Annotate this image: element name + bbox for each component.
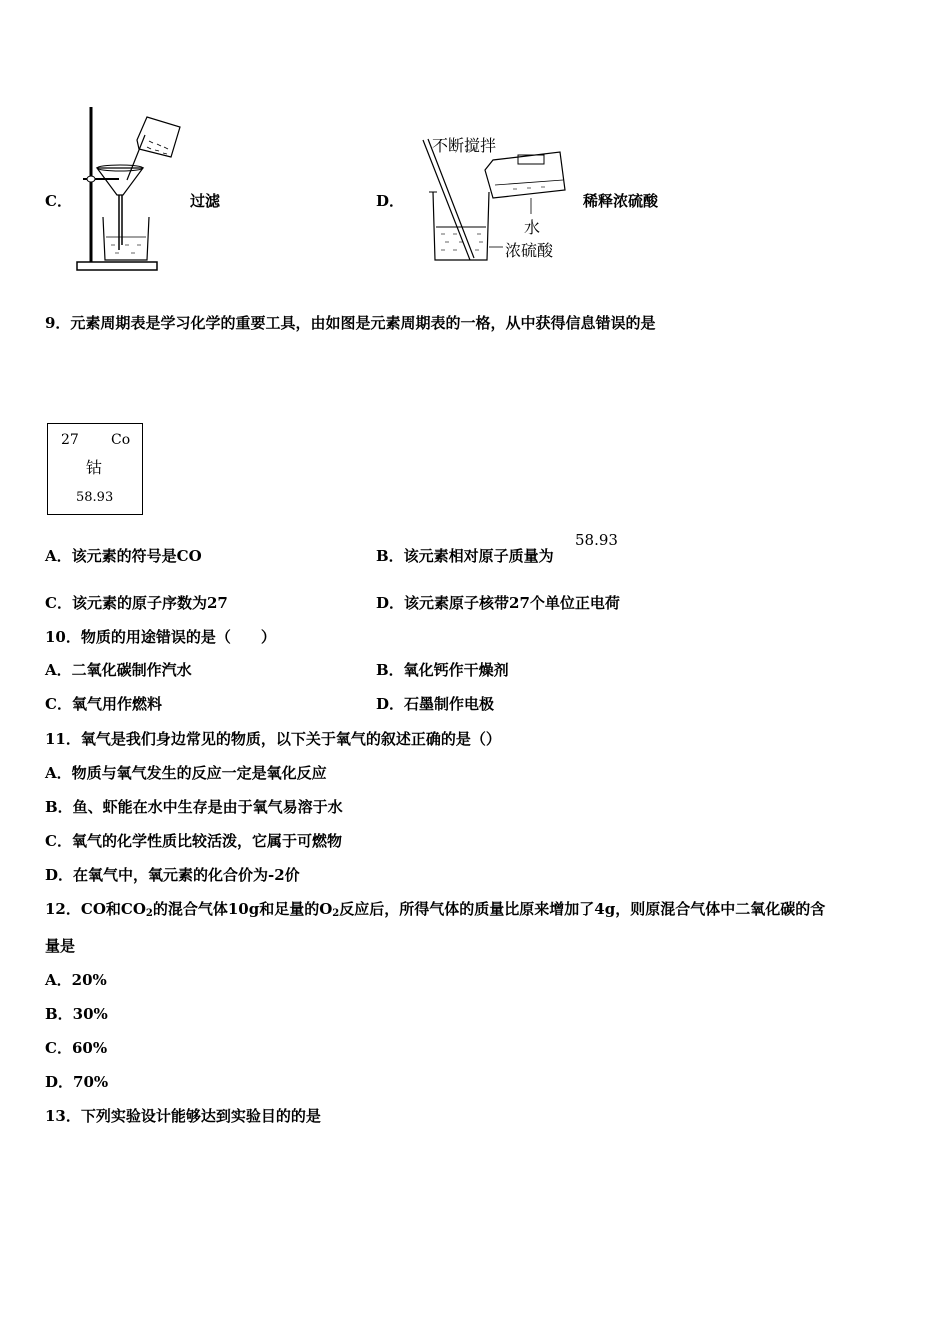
- q10-option-a: A．二氧化碳制作汽水: [45, 661, 192, 679]
- atomic-number: 27: [61, 432, 79, 448]
- q8-option-c-letter: C．: [45, 192, 72, 210]
- q12-option-a: A．20%: [45, 971, 107, 989]
- q9-option-b-value: 58.93: [575, 531, 618, 549]
- q13-stem: 13．下列实验设计能够达到实验目的的是: [45, 1107, 321, 1125]
- q10-option-d: D．石墨制作电极: [376, 695, 495, 713]
- q12-option-b: B．30%: [45, 1005, 108, 1023]
- q12-option-c: C．60%: [45, 1039, 108, 1057]
- q10-option-c: C．氧气用作燃料: [45, 695, 162, 713]
- periodic-table-cell: [47, 423, 143, 515]
- q9-option-a: A．该元素的符号是CO: [45, 547, 202, 565]
- concentrated-acid-label: 浓硫酸: [505, 241, 554, 260]
- element-symbol: Co: [111, 432, 131, 448]
- q8-option-c-caption: 过滤: [190, 192, 221, 210]
- q9-option-c: C．该元素的原子序数为27: [45, 594, 228, 612]
- q9-option-d: D．该元素原子核带27个单位正电荷: [376, 594, 620, 612]
- q11-stem: 11．氧气是我们身边常见的物质，以下关于氧气的叙述正确的是（）: [45, 730, 501, 748]
- q11-option-d: D．在氧气中，氧元素的化合价为-2价: [45, 866, 300, 884]
- q12-stem: 12．CO和$CO_2$的混合气体10g和足量的$O_2$反应后，所得气体的质量比原来增加了4g，则原混合气体中二氧化碳的含: [45, 900, 826, 919]
- q10-option-b: B．氧化钙作干燥剂: [376, 661, 509, 679]
- q8-option-d-letter: D．: [376, 192, 405, 210]
- atomic-mass: 58.93: [76, 490, 114, 505]
- q12-option-d: D．70%: [45, 1073, 109, 1091]
- filtration-apparatus-figure: [75, 105, 195, 275]
- q8-option-d-caption: 稀释浓硫酸: [583, 192, 659, 210]
- element-name: 钴: [86, 458, 103, 477]
- stir-continuously-label: 不断搅拌: [432, 136, 497, 155]
- q9-option-b: B．该元素相对原子质量为: [376, 547, 554, 565]
- q10-stem: 10．物质的用途错误的是（ ）: [45, 628, 276, 646]
- q12-stem-line2: 量是: [45, 937, 76, 955]
- q9-stem: 9．元素周期表是学习化学的重要工具，由如图是元素周期表的一格，从中获得信息错误的是: [45, 314, 656, 332]
- q11-option-a: A．物质与氧气发生的反应一定是氧化反应: [45, 764, 327, 782]
- q11-option-c: C．氧气的化学性质比较活泼，它属于可燃物: [45, 832, 342, 850]
- q11-option-b: B．鱼、虾能在水中生存是由于氧气易溶于水: [45, 798, 343, 816]
- water-label: 水: [524, 218, 541, 237]
